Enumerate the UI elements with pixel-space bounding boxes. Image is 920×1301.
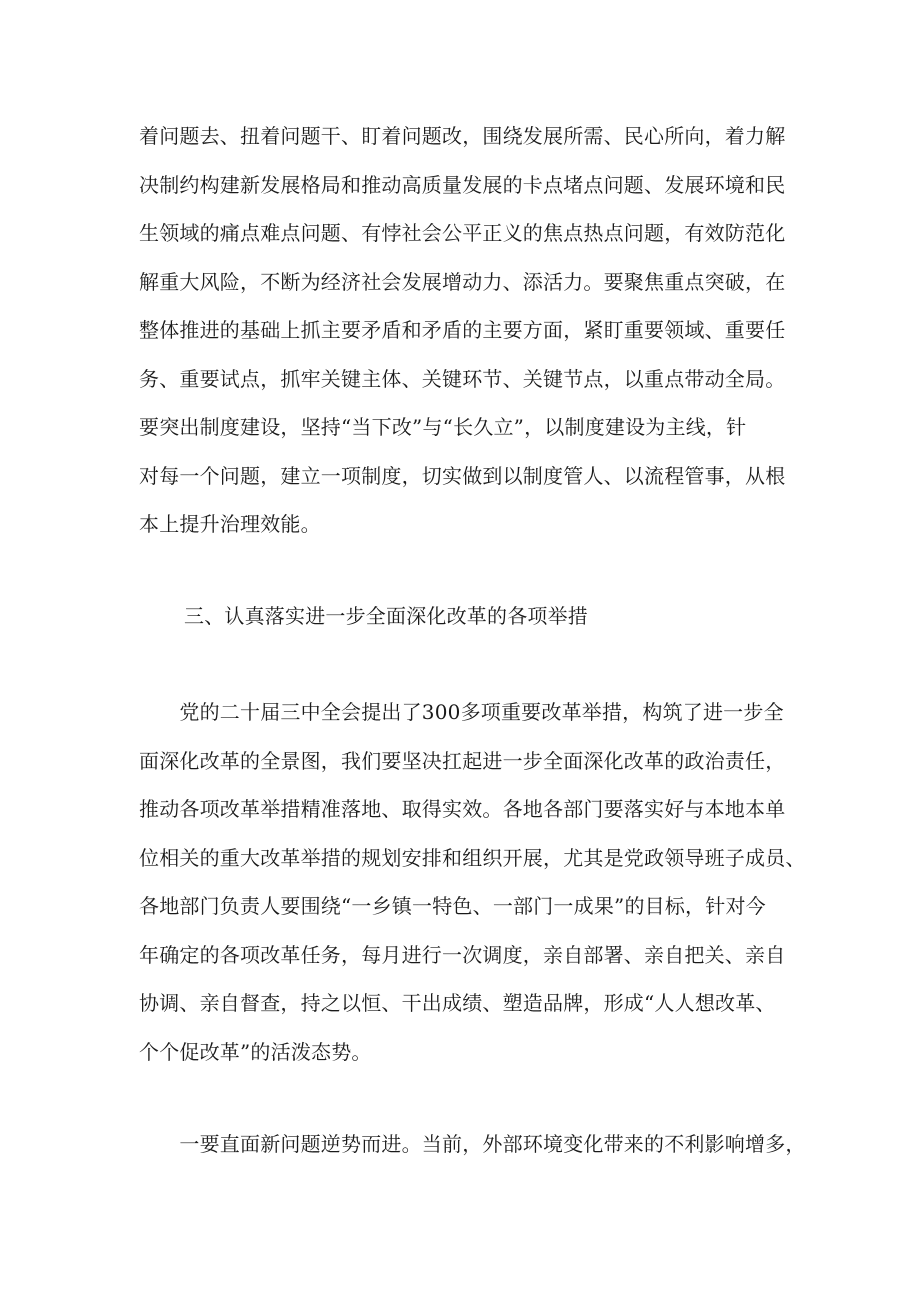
text-line: 务、重要试点，抓牢关键主体、关键环节、关键节点，以重点带动全局。 [139, 366, 786, 391]
section-heading [184, 592, 834, 641]
body-paragraph [139, 688, 806, 1076]
text-line: 协调、亲自督查，持之以恒、干出成绩、塑造品牌，形成“人人想改革、 [139, 991, 776, 1015]
text-line: 一要直面新问题逆势而进。当前，外部环境变化带来的不利影响增多， [139, 1132, 806, 1156]
text-line: 位相关的重大改革举措的规划安排和组织开展，尤其是党政领导班子成员、 [139, 845, 806, 870]
heading-text: 三、认真落实进一步全面深化改革的各项举措 [184, 604, 588, 628]
text-line: 本上提升治理效能。 [139, 512, 321, 536]
text-line: 面深化改革的全景图，我们要坚决扛起进一步全面深化改革的政治责任， [139, 748, 786, 773]
text-line: 年确定的各项改革任务，每月进行一次调度，亲自部署、亲自把关、亲自 [139, 942, 786, 967]
text-line: 要突出制度建设，坚持“当下改”与“长久立”，以制度建设为主线，针 [139, 415, 747, 439]
text-line: 对每一个问题，建立一项制度，切实做到以制度管人、以流程管事，从根 [139, 463, 786, 488]
text-line: 解重大风险，不断为经济社会发展增动力、添活力。要聚焦重点突破，在 [139, 269, 786, 294]
text-line: 决制约构建新发展格局和推动高质量发展的卡点堵点问题、发展环境和民 [139, 172, 786, 197]
text-line: 各地部门负责人要围绕“一乡镇一特色、一部门一成果”的目标，针对今 [139, 894, 766, 918]
text-line: 着问题去、扭着问题干、盯着问题改，围绕发展所需、民心所向，着力解 [139, 124, 786, 148]
body-paragraph [139, 1120, 806, 1169]
body-paragraph [139, 112, 789, 549]
text-line: 整体推进的基础上抓主要矛盾和矛盾的主要方面，紧盯重要领域、重要任 [139, 318, 786, 342]
text-line: 党的二十届三中全会提出了300多项重要改革举措，构筑了进一步全 [139, 700, 784, 724]
text-line: 个个促改革”的活泼态势。 [139, 1039, 372, 1064]
text-line: 生领域的痛点难点问题、有悖社会公平正义的焦点热点问题，有效防范化 [139, 221, 786, 245]
text-line: 推动各项改革举措精准落地、取得实效。各地各部门要落实好与本地本单 [139, 797, 786, 821]
